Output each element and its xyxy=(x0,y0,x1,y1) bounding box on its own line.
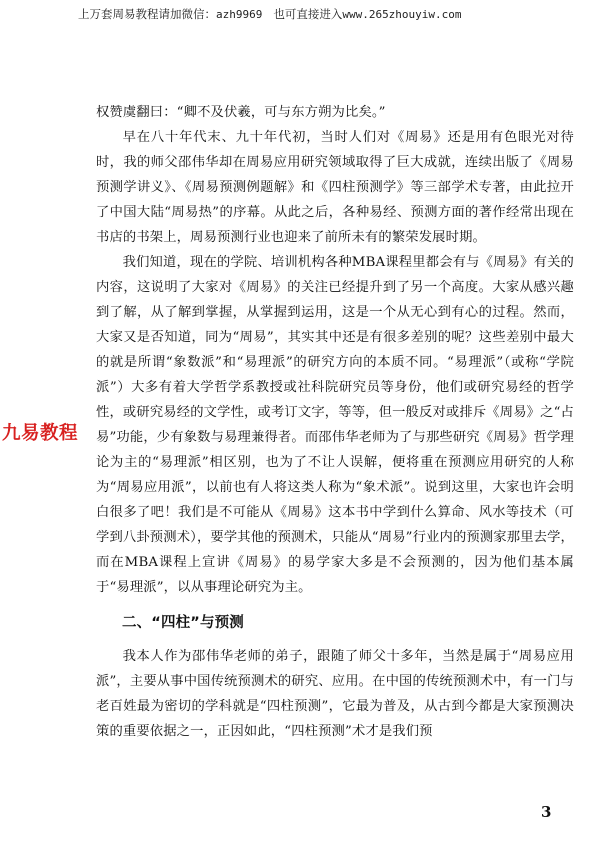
section-heading: 二、“四柱”与预测 xyxy=(122,615,244,631)
paragraph-schools: 我们知道，现在的学院、培训机构各种MBA课程里都会有与《周易》有关的内容，这说明了大家对《周易》的关注已经提升到了另一个高度。大家从感兴趣到了解，从了解到掌握，从掌握到运用，这是一个从无心到有心的过程。然而，大家又是否知道，同为“周易”，其实其中还是有很多差别的呢？这些差别中最大的就是所谓“象数派”和“易理派”的研究方向的本质不同。“易理派”（或称“学院派”）大多有着大学哲学系教授或社科院研究员等身份，他们或研究易经的哲学性，或研究易经的文学性，或考订文字，等等，但一般反对或排斥《周易》之“占易”功能，少有象数与易理兼得者。而邵伟华老师为了与那些研究《周易》哲学理论为主的“易理派”相区别，也为了不让人误解，便将重在预测应用研究的人称为“周易应用派”，以前也有人将这类人称为“象术派”。说到这里，大家也许会明白很多了吧！我们是不可能从《周易》这本书中学到什么算命、风水等技术（可学到八卦预测术），要学其他的预测术，只能从“周易”行业内的预测家那里去学，而在MBA课程上宣讲《周易》的易学家大多是不会预测的，因为他们基本属于“易理派”，以从事理论研究为主。 xyxy=(96,255,574,595)
header-url[interactable]: www.265zhouyiw.com xyxy=(342,8,462,21)
paragraph-four-pillars: 我本人作为邵伟华老师的弟子，跟随了师父十多年，当然是属于“周易应用派”，主要从事中国传统预测术的研究、应用。在中国的传统预测术中，有一门与老百姓最为密切的学科就是“四柱预测”，它最为普及，从古到今都是大家预测决策的重要依据之一，正因如此，“四柱预测”术才是我们预 xyxy=(96,649,574,739)
header-middle: 也可直接进入 xyxy=(262,7,343,21)
paragraph-quote: 权赞虞翻曰：“卿不及伏羲，可与东方朔为比矣。” xyxy=(96,105,386,120)
header-wechat-id: azh9969 xyxy=(216,8,263,21)
document-body xyxy=(96,100,574,744)
header-prefix: 上万套周易教程请加微信： xyxy=(78,7,216,21)
watermark-label: 九易教程 xyxy=(2,423,79,444)
page-number: 3 xyxy=(541,803,552,821)
page-header-banner xyxy=(78,6,558,22)
paragraph-intro: 早在八十年代末、九十年代初，当时人们对《周易》还是用有色眼光对待时，我的师父邵伟华却在周易应用研究领域取得了巨大成就，连续出版了《周易预测学讲义》、《周易预测例题解》和《四柱预测学》等三部学术专著，由此拉开了中国大陆“周易热”的序幕。从此之后，各种易经、预测方面的著作经常出现在书店的书架上，周易预测行业也迎来了前所未有的繁荣发展时期。 xyxy=(96,130,574,245)
